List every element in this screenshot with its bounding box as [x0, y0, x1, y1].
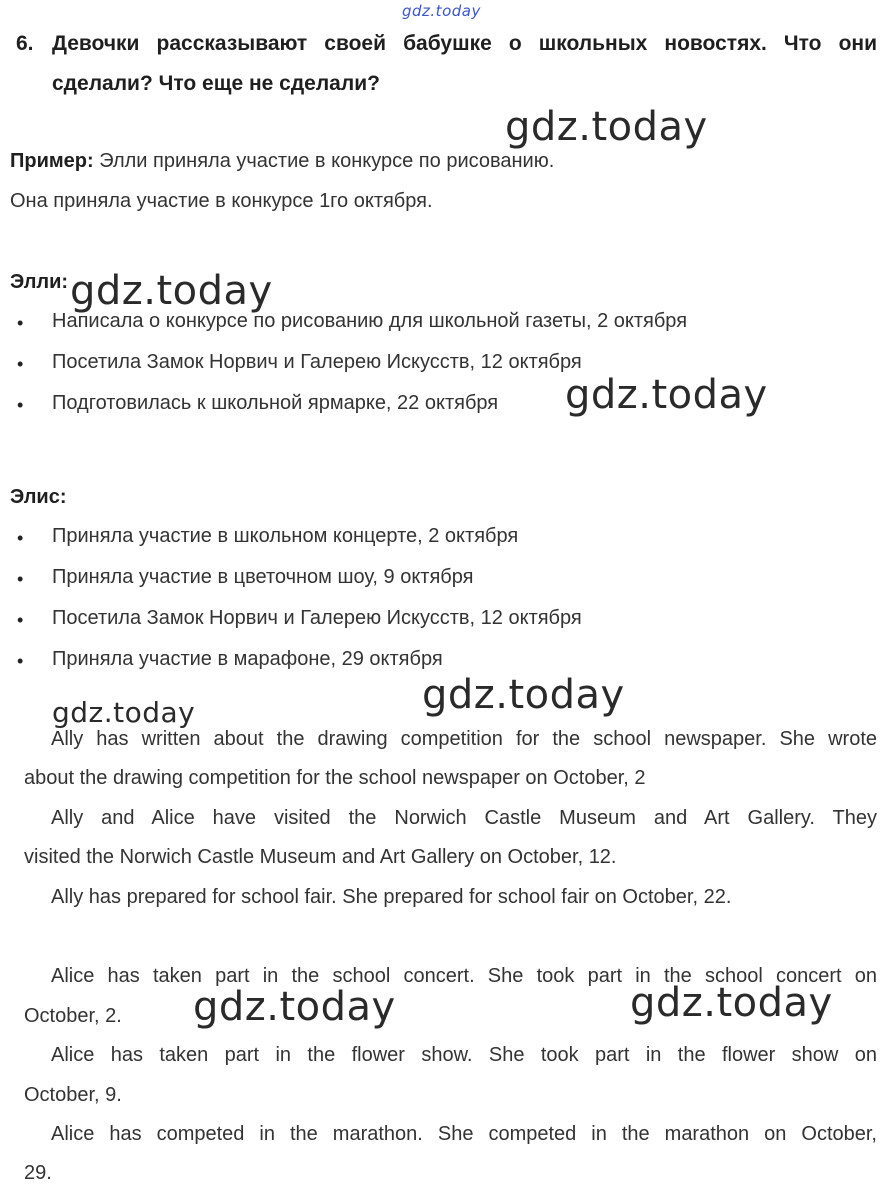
watermark-1: gdz.today: [505, 104, 708, 150]
watermark-4: gdz.today: [422, 672, 625, 718]
example-sentence-1: Элли приняла участие в конкурсе по рисованию.: [93, 150, 555, 172]
ally-label: Элли:: [10, 271, 69, 293]
task-number: 6.: [16, 32, 34, 55]
ally-bullet-1: •: [17, 313, 24, 333]
example-sentence-2: Она приняла участие в конкурсе 1го октября.: [10, 190, 433, 212]
answer-ally-1-line-1: [24, 728, 877, 751]
watermark-6: gdz.today: [193, 984, 396, 1030]
alice-label: Элис:: [10, 486, 67, 508]
alice-bullet-1: •: [17, 528, 24, 548]
alice-item-3: Посетила Замок Норвич и Галерею Искусств, 12 октября: [52, 607, 582, 629]
watermark-2: gdz.today: [70, 268, 273, 314]
alice-bullet-2: •: [17, 569, 24, 589]
answer-alice-2-line-2: October, 9.: [24, 1084, 122, 1106]
answer-ally-2-text-1: Ally and Alice have visited the Norwich Castle Museum and Art Gallery. They: [51, 807, 877, 829]
task-title-line-1: [52, 32, 877, 56]
answer-ally-3-line-1: Ally has prepared for school fair. She prepared for school fair on October, 22.: [51, 886, 732, 908]
alice-bullet-4: •: [17, 651, 24, 671]
answer-ally-1-line-2: about the drawing competition for the school newspaper on October, 2: [24, 767, 646, 789]
alice-item-1: Приняла участие в школьном концерте, 2 октября: [52, 525, 519, 547]
answer-alice-2-line-1: [24, 1044, 877, 1067]
task-title-text-1: Девочки рассказывают своей бабушке о школьных новостях. Что они: [52, 32, 877, 55]
answer-alice-3-line-1: [24, 1123, 877, 1146]
watermark-top: gdz.today: [402, 2, 481, 20]
alice-item-4: Приняла участие в марафоне, 29 октября: [52, 648, 443, 670]
alice-item-2: Приняла участие в цветочном шоу, 9 октября: [52, 566, 474, 588]
watermark-3: gdz.today: [565, 372, 768, 418]
example-line-1: [10, 150, 554, 173]
alice-bullet-3: •: [17, 610, 24, 630]
answer-alice-2-text-1: Alice has taken part in the flower show. She took part in the flower show on: [51, 1044, 877, 1066]
answer-alice-3-text-1: Alice has competed in the marathon. She competed in the marathon on October,: [51, 1123, 877, 1145]
task-title-line-2: сделали? Что еще не сделали?: [52, 72, 380, 95]
ally-item-2: Посетила Замок Норвич и Галерею Искусств, 12 октября: [52, 351, 582, 373]
answer-ally-2-line-1: [24, 807, 877, 830]
ally-item-3: Подготовилась к школьной ярмарке, 22 октября: [52, 392, 499, 414]
answer-ally-2-line-2: visited the Norwich Castle Museum and Art Gallery on October, 12.: [24, 846, 617, 868]
ally-bullet-2: •: [17, 354, 24, 374]
answer-ally-1-text-1: Ally has written about the drawing competition for the school newspaper. She wrote: [51, 728, 877, 750]
watermark-7: gdz.today: [630, 980, 833, 1026]
example-label: Пример:: [10, 150, 94, 172]
watermark-5: gdz.today: [52, 696, 196, 729]
answer-alice-3-line-2: 29.: [24, 1162, 52, 1184]
ally-item-1: Написала о конкурсе по рисованию для школьной газеты, 2 октября: [52, 310, 688, 332]
answer-alice-1-line-2: October, 2.: [24, 1005, 122, 1027]
ally-bullet-3: •: [17, 395, 24, 415]
answer-alice-1-text-1: Alice has taken part in the school concert. She took part in the school concert on: [51, 965, 877, 987]
